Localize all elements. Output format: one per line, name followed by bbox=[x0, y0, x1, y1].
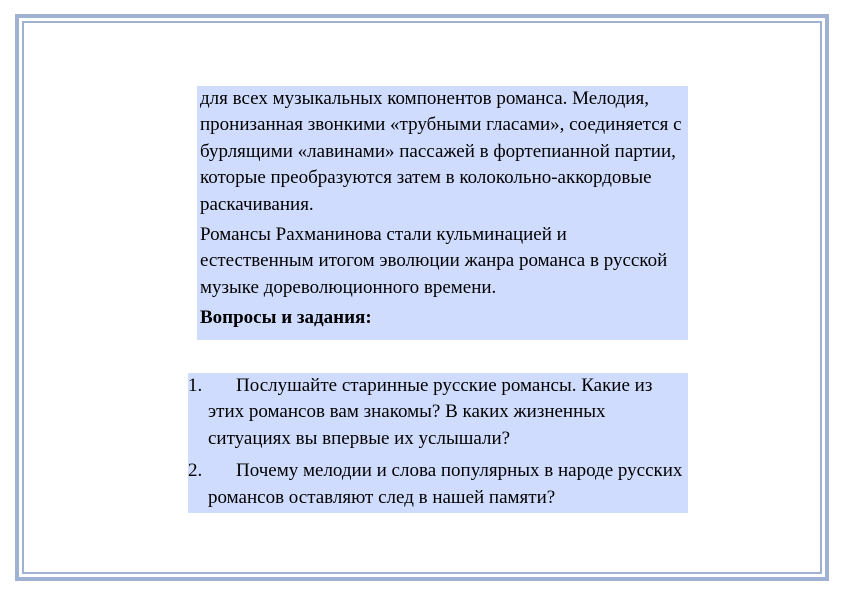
questions-list bbox=[188, 373, 688, 513]
list-item-text: Почему мелодии и слова популярных в народе русских романсов оставляют след в нашей памяти? bbox=[208, 460, 683, 508]
paragraph-melody: для всех музыкальных компонентов романса. Мелодия, пронизанная звонкими «трубными гласами», соединяется с бурлящими «лавинами» пассажей в фортепианной партии, которые преобразуются затем в колокольно-аккордовые раскачивания. bbox=[200, 88, 682, 215]
text-box bbox=[197, 86, 688, 340]
list-item bbox=[188, 373, 688, 452]
list-item-text: Послушайте старинные русские романсы. Какие из этих романсов вам знакомы? В каких жизненных ситуациях вы впервые их услышали? bbox=[208, 375, 653, 449]
list-item bbox=[188, 458, 688, 511]
list-item-number: 1. bbox=[188, 375, 203, 396]
questions-heading: Вопросы и задания: bbox=[200, 307, 372, 329]
list-item-number: 2. bbox=[188, 460, 203, 482]
paragraph-conclusion: Романсы Рахманинова стали кульминацией и естественным итогом эволюции жанра романса в русской музыке дореволюционного времени. bbox=[200, 224, 668, 298]
